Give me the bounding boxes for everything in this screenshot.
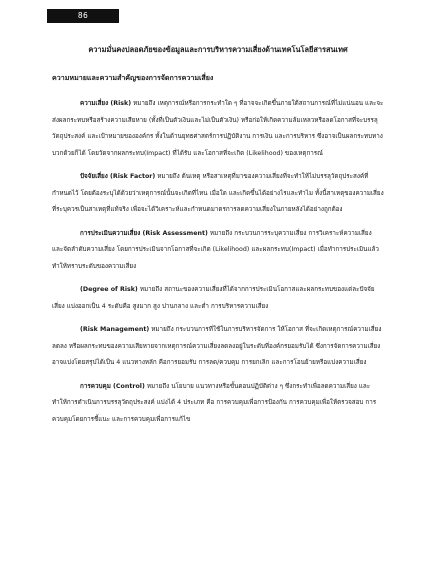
term-risk-factor: ปัจจัยเสี่ยง (Risk Factor) xyxy=(80,173,156,180)
document-title: ความมั่นคงปลอดภัยของข้อมูลและการบริหารความเสี่ยงด้านเทคโนโลยีสารสนเทศ xyxy=(88,45,348,54)
paragraph-risk-factor xyxy=(52,169,384,219)
definition-risk-assessment: หมายถึง กระบวนการระบุความเสี่ยง การวิเคราะห์ความเสี่ยง และจัดลำดับความเสี่ยง โดยการประเมินจากโอกาสที่จะเกิด (Likelihood) และผลกระทบ(Impact) เมื่อทำการประเมินแล้ว ทำให้ทราบระดับของความเสี่ยง xyxy=(52,229,379,270)
section-heading: ความหมายและความสำคัญของการจัดการความเสี่ยง xyxy=(52,73,214,82)
term-degree-of-risk: (Degree of Risk) xyxy=(80,286,138,293)
paragraph-risk-management xyxy=(52,322,384,372)
term-risk-management: (Risk Management) xyxy=(80,326,150,333)
document-body xyxy=(52,44,384,435)
definition-risk: หมายถึง เหตุการณ์หรือการกระทำใด ๆ ที่อาจจะเกิดขึ้นภายใต้สถานการณ์ที่ไม่แน่นอน และจะส่งผลกระทบหรือสร้างความเสียหาย (ทั้งที่เป็นตัวเงินและไม่เป็นตัวเงิน) หรือก่อให้เกิดความล้มเหลวหรือลดโอกาสที่จะบรรลุวัตถุประสงค์ และเป้าหมายขององค์กร ทั้งในด้านยุทธศาสตร์การปฏิบัติงาน การเงิน และการบริหาร ซึ่งอาจเป็นผลกระทบทางบวกด้วยก็ได้ โดยวัดจากผลกระทบ(Impact) ที่ได้รับ และโอกาสที่จะเกิด (Likelihood) ของเหตุการณ์ xyxy=(52,100,384,157)
definition-degree-of-risk: หมายถึง สถานะของความเสี่ยงที่ได้จากการประเมินโอกาสและผลกระทบของแต่ละปัจจัยเสี่ยง แบ่งออกเป็น 4 ระดับคือ สูงมาก สูง ปานกลาง และต่ำ การบริหารความเสี่ยง xyxy=(52,286,375,310)
definition-control: หมายถึง นโยบาย แนวทางหรือขั้นตอนปฏิบัติต่าง ๆ ซึ่งกระทำเพื่อลดความเสี่ยง และทำให้การดำเนินการบรรลุวัตถุประสงค์ แบ่งได้ 4 ประเภท คือ การควบคุมเพื่อการป้องกัน การควบคุมเพื่อให้ตรวจสอบ การควบคุมโดยการชี้แนะ และการควบคุมเพื่อการแก้ไข xyxy=(52,382,377,423)
paragraph-risk xyxy=(52,96,384,162)
paragraph-risk-assessment xyxy=(52,226,384,276)
definition-risk-factor: หมายถึง ต้นเหตุ หรือสาเหตุที่มาของความเสี่ยงที่จะทำให้ไม่บรรลุวัตถุประสงค์ที่กำหนดไว้ โดยต้องระบุได้ด้วยว่าเหตุการณ์นั้นจะเกิดที่ไหน เมื่อใด และเกิดขึ้นได้อย่างไรและทำไม ทั้งนี้สาเหตุของความเสี่ยงที่ระบุควรเป็นสาเหตุที่แท้จริง เพื่อจะได้วิเคราะห์และกำหนดมาตรการลดความเสี่ยงในภายหลังได้อย่างถูกต้อง xyxy=(52,173,384,213)
term-control: การควบคุม (Control) xyxy=(80,382,145,390)
paragraph-control xyxy=(52,379,384,429)
term-risk-assessment: การประเมินความเสี่ยง (Risk Assessment) xyxy=(80,229,208,237)
page-number-badge: 86 xyxy=(47,9,119,23)
term-risk: ความเสี่ยง (Risk) xyxy=(80,100,132,107)
definition-risk-management: หมายถึง กระบวนการที่ใช้ในการบริหารจัดการ ให้โอกาส ที่จะเกิดเหตุการณ์ความเสี่ยงลดลง หรือผลกระทบของความเสียหายจากเหตุการณ์ความเสี่ยงลดลงอยู่ในระดับที่องค์กรยอมรับได้ ซึ่งการจัดการความเสี่ยง อาจแบ่งโดยสรุปได้เป็น 4 แนวทางหลัก คือการยอมรับ การลด/ควบคุม การยกเลิก และการโอนย้ายหรือแบ่งความเสี่ยง xyxy=(52,326,382,366)
paragraph-degree-of-risk xyxy=(52,282,384,315)
